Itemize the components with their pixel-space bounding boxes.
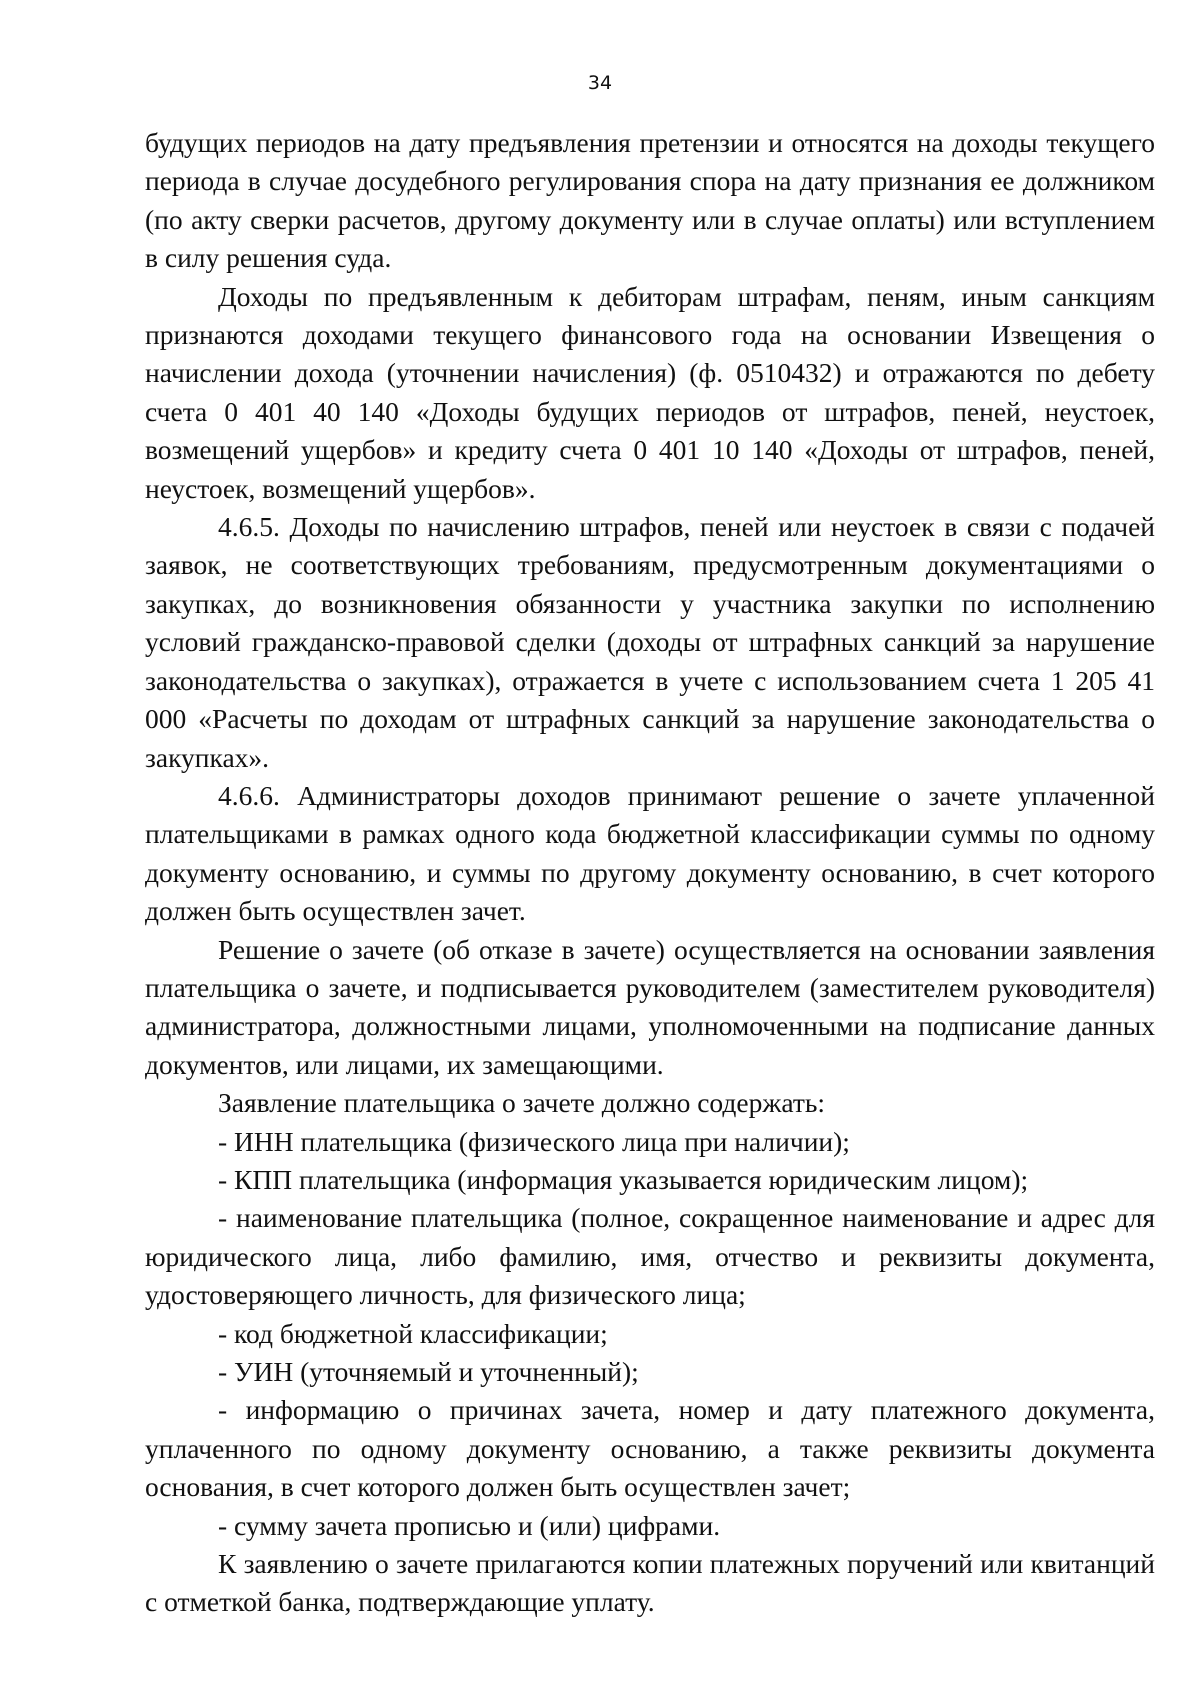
list-item-inn: - ИНН плательщика (физического лица при наличии); bbox=[218, 1125, 850, 1157]
list-item-offset-amount: - сумму зачета прописью и (или) цифрами. bbox=[218, 1509, 721, 1541]
paragraph-application-contents: Заявление плательщика о зачете должно содержать: bbox=[218, 1087, 826, 1119]
paragraph-penalty-income: Доходы по предъявленным к дебиторам штрафам, пеням, иным санкциям признаются доходами текущего финансового года на основании Извещения о начислении дохода (уточнении начисления) (ф. 0510432) и отражаются по дебету счета 0 401 40 140 «Доходы будущих периодов от штрафов, пеней, неустоек, возмещений ущербов» и кредиту счета 0 401 10 140 «Доходы от штрафов, пеней, неустоек, возмещений ущербов». bbox=[145, 280, 1155, 504]
list-item-budget-code: - код бюджетной классификации; bbox=[218, 1317, 608, 1349]
paragraph-4-6-6: 4.6.6. Администраторы доходов принимают решение о зачете уплаченной плательщиками в рамках одного кода бюджетной классификации суммы по одному документу основанию, и суммы по другому документу основанию, в счет которого должен быть осуществлен зачет. bbox=[145, 779, 1155, 927]
paragraph-offset-decision: Решение о зачете (об отказе в зачете) осуществляется на основании заявления плательщика о зачете, и подписывается руководителем (заместителем руководителя) администратора, должностными лицами, уполномоченными на подписание данных документов, или лицами, их замещающими. bbox=[145, 933, 1155, 1080]
document-body bbox=[145, 124, 1155, 1622]
list-item-offset-reasons: - информацию о причинах зачета, номер и дату платежного документа, уплаченного по одному документу основанию, а также реквизиты документа основания, в счет которого должен быть осуществлен зачет; bbox=[145, 1394, 1155, 1503]
paragraph-continuation: будущих периодов на дату предъявления претензии и относятся на доходы текущего периода в случае досудебного регулирования спора на дату признания ее должником (по акту сверки расчетов, другому документу или в случае оплаты) или вступлением в силу решения суда. bbox=[145, 127, 1155, 274]
list-item-payer-name: - наименование плательщика (полное, сокращенное наименование и адрес для юридического лица, либо фамилию, имя, отчество и реквизиты документа, удостоверяющего личность, для физического лица; bbox=[145, 1202, 1155, 1311]
list-item-uin: - УИН (уточняемый и уточненный); bbox=[218, 1356, 639, 1387]
list-item-kpp: - КПП плательщика (информация указывается юридическим лицом); bbox=[218, 1163, 1029, 1195]
paragraph-4-6-5: 4.6.5. Доходы по начислению штрафов, пеней или неустоек в связи с подачей заявок, не соответствующих требованиям, предусмотренным документациями о закупках, до возникновения обязанности у участника закупки по исполнению условий гражданско-правовой сделки (доходы от штрафных санкций за нарушение законодательства о закупках), отражается в учете с использованием счета 1 205 41 000 «Расчеты по доходам от штрафных санкций за нарушение законодательства о закупках». bbox=[145, 511, 1155, 773]
paragraph-attachments: К заявлению о зачете прилагаются копии платежных поручений или квитанций с отметкой банка, подтверждающие уплату. bbox=[145, 1548, 1155, 1618]
page-number: 34 bbox=[587, 72, 613, 94]
